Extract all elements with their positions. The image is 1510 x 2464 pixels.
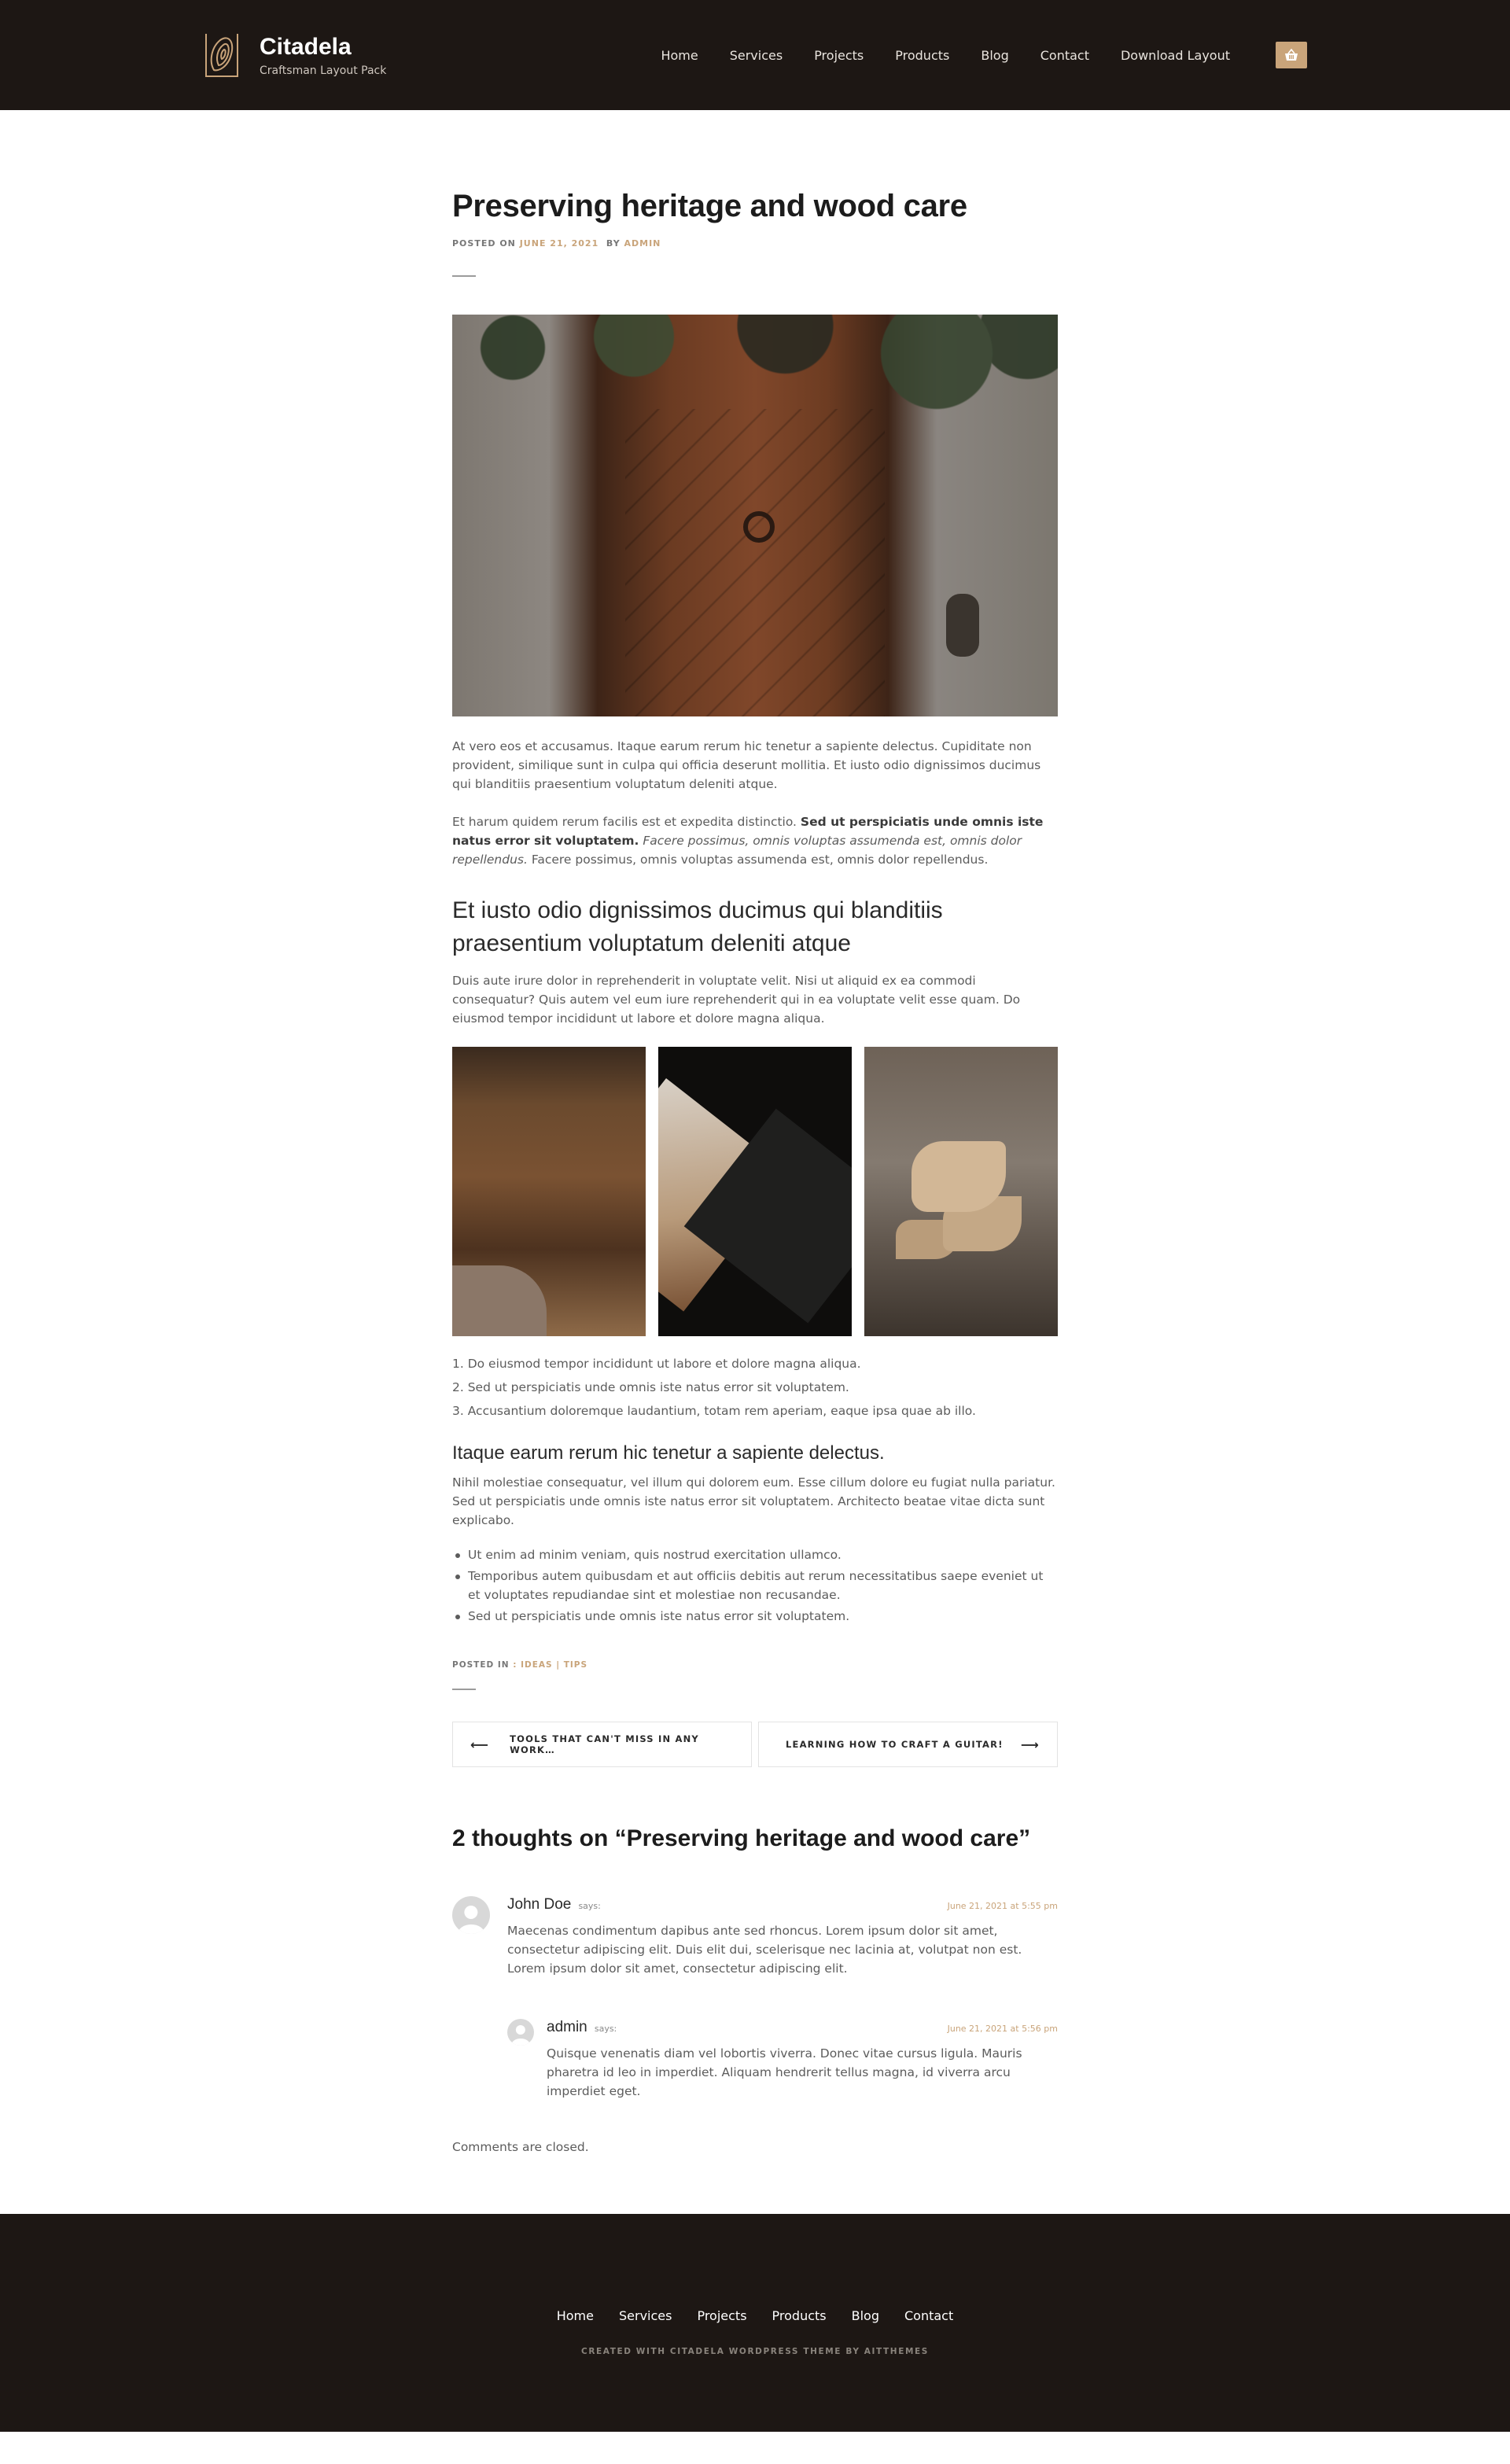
post-date-link[interactable]: JUNE 21, 2021 xyxy=(519,238,599,249)
category-links[interactable]: : IDEAS | TIPS xyxy=(513,1660,588,1670)
comment-date-link[interactable]: June 21, 2021 at 5:55 pm xyxy=(947,1901,1058,1911)
comment-author: John Doe xyxy=(507,1896,572,1913)
bullet-list-item: Temporibus autem quibusdam et aut officiis debitis aut rerum necessitatibus saepe eveniet ut et voluptates repudiandae sint et molestiae non recusandae. xyxy=(452,1567,1058,1604)
post-navigation xyxy=(452,1722,1058,1767)
basket-icon xyxy=(1284,49,1298,61)
p2-italic: Facere possimus, omnis voluptas assumenda est, omnis dolor repellendus. xyxy=(452,834,1022,867)
hero-foliage xyxy=(452,315,1058,425)
featured-image-wooden-door xyxy=(452,315,1058,716)
site-header xyxy=(0,0,1510,110)
nav-services[interactable]: Services xyxy=(729,47,783,63)
paragraph-two xyxy=(452,812,1058,869)
comment-author: admin xyxy=(547,2019,587,2035)
nav-blog[interactable]: Blog xyxy=(981,47,1009,63)
avatar xyxy=(507,2019,534,2046)
site-title[interactable]: Citadela xyxy=(260,33,352,60)
post-title: Preserving heritage and wood care xyxy=(452,189,967,223)
title-divider xyxy=(452,275,476,277)
previous-post-link[interactable] xyxy=(452,1722,752,1767)
comment-body xyxy=(547,2019,1058,2101)
p2-start: Et harum quidem rerum facilis est et expedita distinctio. xyxy=(452,815,801,829)
site-tagline: Craftsman Layout Pack xyxy=(260,64,387,77)
bullet-list-item: Sed ut perspiciatis unde omnis iste natus error sit voluptatem. xyxy=(452,1607,1058,1626)
image-gallery xyxy=(452,1047,1058,1336)
intro-paragraph: At vero eos et accusamus. Itaque earum rerum hic tenetur a sapiente delectus. Cupiditate non provident, similique sunt in culpa qui officia deserunt mollitia. Et iusto odio dignissimos ducimus qui blanditiis praesentium voluptatum deleniti atque. xyxy=(452,739,1041,791)
footer-nav-projects[interactable]: Projects xyxy=(697,2308,747,2323)
arrow-right-icon: ⟶ xyxy=(1020,1737,1040,1752)
article xyxy=(452,110,1058,2154)
p2-bold: Sed ut perspiciatis unde omnis iste natus error sit voluptatem. xyxy=(452,815,1044,848)
comment xyxy=(452,1896,1058,1978)
paragraph-three: Duis aute irure dolor in reprehenderit in voluptate velit. Nisi ut aliquid ex ea commodi consequatur? Quis autem vel eum iure reprehenderit qui in ea voluptate velit esse quam. Do eiusmod tempor incididunt ut labore et dolore magna aliqua. xyxy=(452,974,1021,1026)
nav-home[interactable]: Home xyxy=(661,47,698,63)
next-post-title: LEARNING HOW TO CRAFT A GUITAR! xyxy=(786,1739,1004,1750)
posted-in-label: POSTED IN xyxy=(452,1660,510,1670)
ordered-list-item: 2. Sed ut perspiciatis unde omnis iste natus error sit voluptatem. xyxy=(452,1380,849,1394)
ordered-list-item: 1. Do eiusmod tempor incididunt ut labore et dolore magna aliqua. xyxy=(452,1357,861,1371)
footer-nav-home[interactable]: Home xyxy=(556,2308,594,2323)
bullet-list xyxy=(452,1545,1058,1626)
categories-divider xyxy=(452,1689,476,1690)
comment-text: Maecenas condimentum dapibus ante sed rhoncus. Lorem ipsum dolor sit amet, consectetur adipiscing elit. Duis elit dui, scelerisque nec lacinia at, volutpat non est. Lorem ipsum dolor sit amet, consectetur adipiscing elit. xyxy=(507,1924,1022,1976)
p2-end: Facere possimus, omnis voluptas assumenda est, omnis dolor repellendus. xyxy=(527,853,989,867)
brand-text xyxy=(260,34,386,77)
nav-contact[interactable]: Contact xyxy=(1040,47,1089,63)
footer-nav-contact[interactable]: Contact xyxy=(904,2308,954,2323)
nav-download-layout[interactable]: Download Layout xyxy=(1120,47,1230,63)
footer-credit: CREATED WITH CITADELA WORDPRESS THEME BY AITTHEMES xyxy=(581,2347,929,2356)
ordered-list xyxy=(452,1352,1058,1423)
comment-says: says: xyxy=(578,1901,601,1911)
post-meta-by: BY xyxy=(606,238,621,249)
nav-products[interactable]: Products xyxy=(895,47,950,63)
cart-button[interactable] xyxy=(1276,42,1307,68)
comment-says: says: xyxy=(594,2024,617,2034)
footer-nav-services[interactable]: Services xyxy=(618,2308,672,2323)
comments-title: 2 thoughts on “Preserving heritage and wood care” xyxy=(452,1825,1031,1851)
paragraph-four: Nihil molestiae consequatur, vel illum qui dolorem eum. Esse cillum dolore eu fugiat nulla pariatur. Sed ut perspiciatis unde omnis iste natus error sit voluptatem. Architecto beatae vitae dicta sunt explicabo. xyxy=(452,1475,1055,1527)
comment-text: Quisque venenatis diam vel lobortis viverra. Donec vitae cursus ligula. Mauris pharetra id leo in imperdiet. Aliquam hendrerit tellus magna, id viverra arcu imperdiet eget. xyxy=(547,2046,1022,2098)
gallery-image-wood-shavings[interactable] xyxy=(864,1047,1058,1336)
hero-door-bell xyxy=(946,594,979,657)
arrow-left-icon: ⟵ xyxy=(470,1737,490,1752)
hero-door-knocker xyxy=(743,511,775,543)
post-meta xyxy=(452,238,1058,249)
bullet-list-item: Ut enim ad minim veniam, quis nostrud exercitation ullamco. xyxy=(452,1545,1058,1564)
comment-header xyxy=(547,2019,1058,2036)
brand[interactable] xyxy=(203,31,386,79)
nav-projects[interactable]: Projects xyxy=(814,47,864,63)
comment-reply xyxy=(507,2019,1058,2101)
comment-date-link[interactable]: June 21, 2021 at 5:56 pm xyxy=(947,2024,1058,2034)
ordered-list-item: 3. Accusantium doloremque laudantium, totam rem aperiam, eaque ipsa quae ab illo. xyxy=(452,1404,976,1418)
footer-nav-products[interactable]: Products xyxy=(772,2308,827,2323)
previous-post-title: TOOLS THAT CAN'T MISS IN ANY WORK… xyxy=(510,1733,699,1755)
subsection-heading: Itaque earum rerum hic tenetur a sapiente delectus. xyxy=(452,1442,885,1464)
comment-body xyxy=(507,1896,1058,1978)
site-footer xyxy=(0,2214,1510,2432)
next-post-link[interactable] xyxy=(758,1722,1058,1767)
avatar xyxy=(452,1896,490,1934)
gallery-image-wood-board[interactable] xyxy=(658,1047,852,1336)
gallery-image-drawer[interactable] xyxy=(452,1047,646,1336)
comment-header xyxy=(507,1896,1058,1913)
hero-door-planks xyxy=(625,409,885,716)
footer-nav xyxy=(557,2308,954,2323)
post-author-link[interactable]: ADMIN xyxy=(624,238,661,249)
main-nav xyxy=(629,42,1307,68)
comments-closed-notice: Comments are closed. xyxy=(452,2140,589,2154)
posted-in xyxy=(452,1660,1058,1670)
section-heading: Et iusto odio dignissimos ducimus qui blanditiis praesentium voluptatum deleniti atque xyxy=(452,897,943,956)
wood-ring-logo-icon xyxy=(203,31,241,79)
footer-nav-blog[interactable]: Blog xyxy=(851,2308,879,2323)
post-meta-prefix: POSTED ON xyxy=(452,238,516,249)
